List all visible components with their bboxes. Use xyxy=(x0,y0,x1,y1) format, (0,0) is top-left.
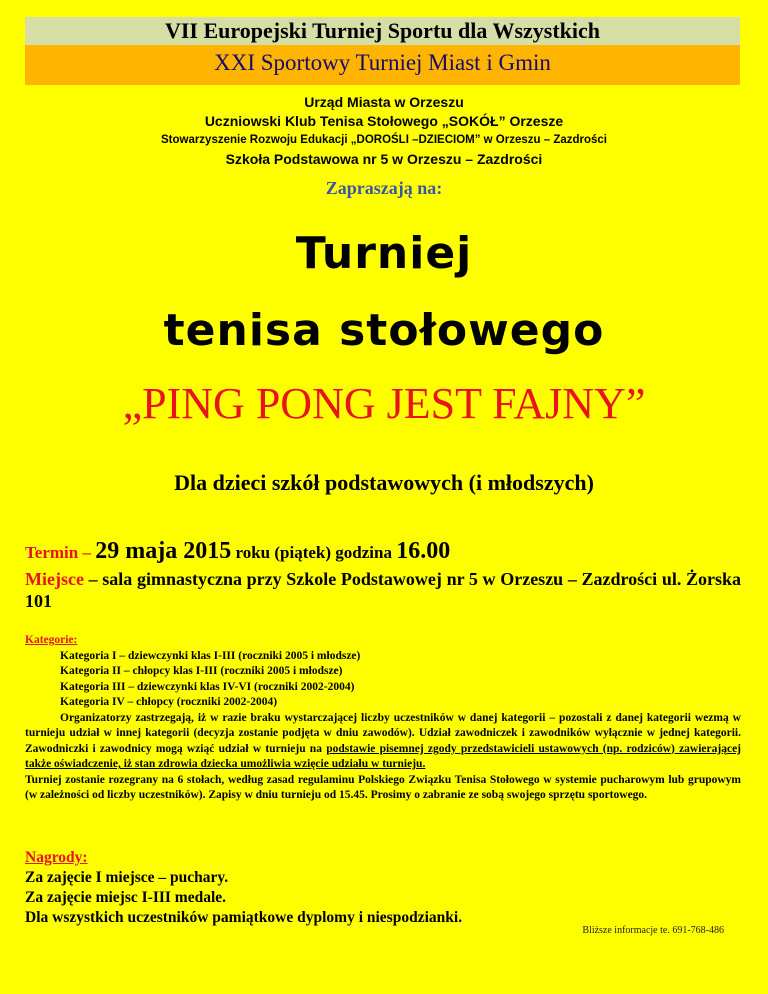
category-item: Kategoria II – chłopcy klas I-III (roczniki 2005 i młodsze) xyxy=(60,665,343,677)
categories-heading: Kategorie: xyxy=(25,634,78,646)
contact-info: Bliższe informacje te. 691-768-486 xyxy=(582,925,724,936)
termin-label: Termin – xyxy=(25,543,91,562)
prizes-heading: Nagrody: xyxy=(25,849,88,866)
prize-item: Dla wszystkich uczestników pamiątkowe dyplomy i niespodzianki. xyxy=(25,909,463,926)
miejsce-label: Miejsce xyxy=(25,569,84,589)
rules-underlined-text: podstawie pisemnej zgody przedstawicieli ustawowych (np. rodziców) zawierającej także oświadczenie, iż stan zdrowia dziecka umożliwia wzięcie udziału w turnieju. xyxy=(25,742,741,770)
miejsce-text: – sala gimnastyczna przy Szkole Podstawowej nr 5 w Orzeszu – Zazdrości ul. Żorska 101 xyxy=(25,569,742,611)
organizer-4: Szkoła Podstawowa nr 5 w Orzeszu – Zazdrości xyxy=(225,151,543,167)
termin-line xyxy=(25,538,450,565)
termin-date: 29 maja 2015 xyxy=(95,538,232,564)
category-item: Kategoria III – dziewczynki klas IV-VI (roczniki 2002-2004) xyxy=(60,680,355,693)
rules-paragraph-2: Turniej zostanie rozegrany na 6 stołach, według zasad regulaminu Polskiego Związku Tenisa Stołowego w systemie pucharowym lub grupowym (w zależności od liczby uczestników). Zapisy w dniu turnieju od 15.45. Prosimy o zabranie ze sobą swojego sprzętu sportowego. xyxy=(25,773,741,801)
category-item: Kategoria IV – chłopcy (roczniki 2002-2004) xyxy=(60,696,278,708)
organizers xyxy=(0,93,768,169)
organizer-3: Stowarzyszenie Rozwoju Edukacji „DOROŚLI –DZIECIOM” w Orzeszu – Zazdrości xyxy=(160,134,608,146)
prize-item: Za zajęcie I miejsce – puchary. xyxy=(25,869,229,886)
prizes-section xyxy=(25,848,741,928)
title-line-2: tenisa stołowego xyxy=(163,305,605,356)
category-item: Kategoria I – dziewczynki klas I-III (roczniki 2005 i młodsze) xyxy=(60,649,361,662)
miejsce-line xyxy=(25,568,741,612)
header-banner-1: VII Europejski Turniej Sportu dla Wszystkich xyxy=(25,17,740,45)
organizer-1: Urząd Miasta w Orzeszu xyxy=(304,94,464,110)
categories-section xyxy=(25,633,741,804)
termin-hour: 16.00 xyxy=(396,538,451,564)
invite-text: Zapraszają na: xyxy=(325,178,443,198)
rules-paragraph-1 xyxy=(25,711,741,773)
rules-text: Organizatorzy zastrzegają, iż w razie braku wystarczającej liczby uczestników w danej kategorii – pozostali z danej kategorii wezmą w turnieju udział w innej kategorii (decyzja zostanie podjęta w dniu zawodów). Udział zawodniczek i zawodników wyłącznie w jednej kategorii. Zawodniczki i zawodnicy mogą wziąć udział w turnieju na xyxy=(25,711,741,755)
title-line-1: Turniej xyxy=(295,228,473,279)
slogan: „PING PONG JEST FAJNY” xyxy=(122,379,646,428)
organizer-2: Uczniowski Klub Tenisa Stołowego „SOKÓŁ” Orzesze xyxy=(204,113,564,129)
termin-mid: roku (piątek) godzina xyxy=(235,543,392,562)
header-banner-2: XXI Sportowy Turniej Miast i Gmin xyxy=(25,45,740,85)
target-audience: Dla dzieci szkół podstawowych (i młodszych) xyxy=(174,470,594,495)
prize-item: Za zajęcie miejsc I-III medale. xyxy=(25,889,227,906)
